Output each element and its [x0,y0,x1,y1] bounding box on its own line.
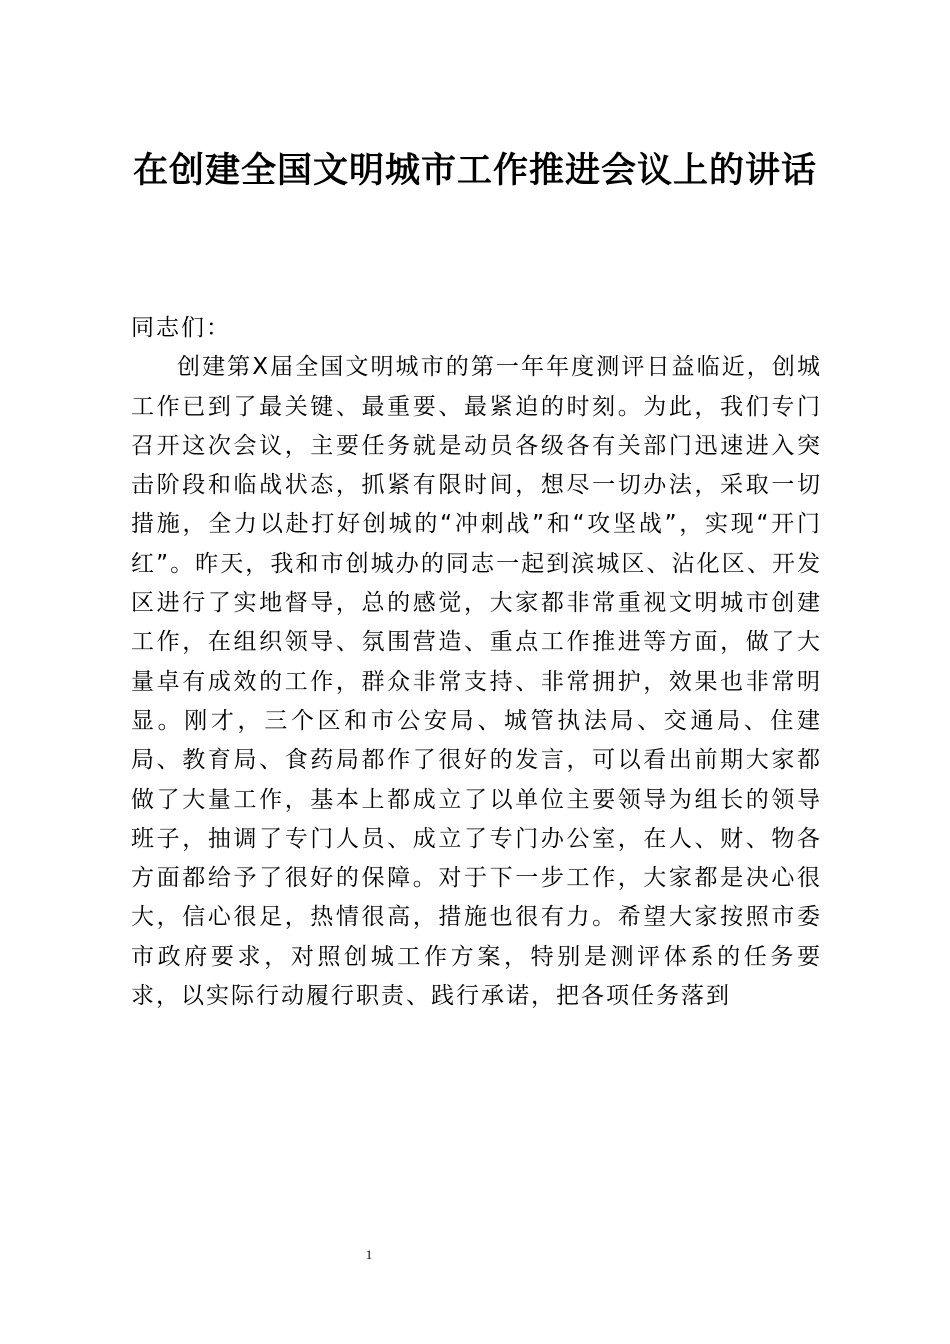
page-number: 1 [365,1247,373,1262]
body-paragraph: 创建第X届全国文明城市的第一年年度测评日益临近，创城工作已到了最关键、最重要、最紧迫的时刻。为此，我们专门召开这次会议，主要任务就是动员各级各有关部门迅速进入突击阶段和临战状态，抓紧有限时间，想尽一切办法，采取一切措施，全力以赴打好创城的“冲刺战”和“攻坚战”，实现“开门红”。昨天，我和市创城办的同志一起到滨城区、沾化区、开发区进行了实地督导，总的感觉，大家都非常重视文明城市创建工作，在组织领导、氛围营造、重点工作推进等方面，做了大量卓有成效的工作，群众非常支持、非常拥护，效果也非常明显。刚才，三个区和市公安局、城管执法局、交通局、住建局、教育局、食药局都作了很好的发言，可以看出前期大家都做了大量工作，基本上都成立了以单位主要领导为组长的领导班子，抽调了专门人员、成立了专门办公室，在人、财、物各方面都给予了很好的保障。对于下一步工作，大家都是决心很大，信心很足，热情很高，措施也很有力。希望大家按照市委市政府要求，对照创城工作方案，特别是测评体系的任务要求，以实际行动履行职责、践行承诺，把各项任务落到 [131,354,822,1010]
document-body [131,309,822,1016]
salutation: 同志们： [131,315,231,341]
document-title: 在创建全国文明城市工作推进会议上的讲话 [132,150,817,191]
